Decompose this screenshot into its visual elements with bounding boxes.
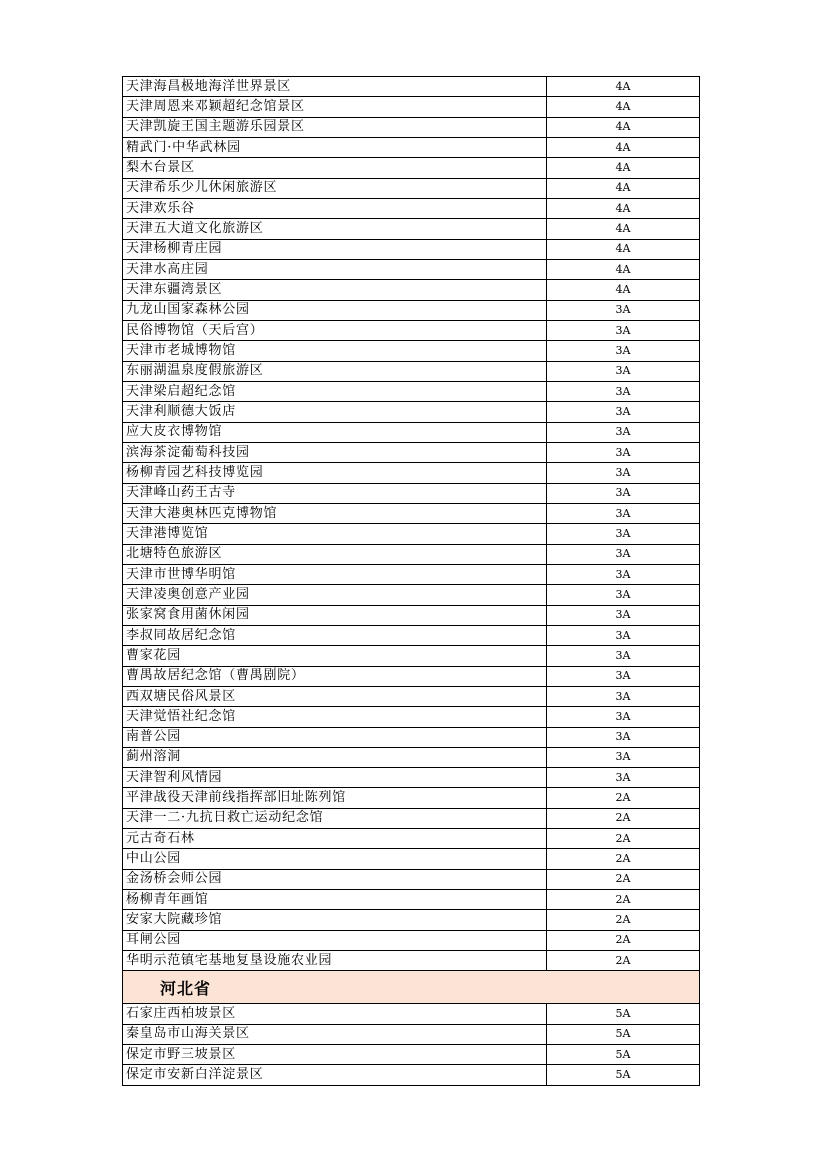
scenic-spot-grade: 3A [547,422,700,442]
scenic-spot-name: 东丽湖温泉度假旅游区 [123,361,547,381]
scenic-spot-grade: 3A [547,320,700,340]
scenic-spot-name: 梨木台景区 [123,158,547,178]
scenic-spot-grade: 3A [547,361,700,381]
scenic-spot-grade: 2A [547,910,700,930]
province-header: 河北省 [123,971,700,1004]
scenic-spot-name: 保定市安新白洋淀景区 [123,1065,547,1085]
table-row [123,1004,700,1024]
scenic-spot-grade: 3A [547,300,700,320]
table-row [123,137,700,157]
scenic-spot-grade: 3A [547,707,700,727]
scenic-spot-name: 天津凯旋王国主题游乐园景区 [123,117,547,137]
scenic-spot-name: 石家庄西柏坡景区 [123,1004,547,1024]
scenic-spot-name: 天津周恩来邓颖超纪念馆景区 [123,97,547,117]
scenic-spot-name: 天津梁启超纪念馆 [123,381,547,401]
scenic-spot-name: 天津凌奥创意产业园 [123,585,547,605]
table-row [123,1045,700,1065]
scenic-spot-grade: 3A [547,544,700,564]
table-row [123,280,700,300]
scenic-spot-grade: 3A [547,381,700,401]
table-row [123,564,700,584]
scenic-spot-grade: 3A [547,442,700,462]
table-row [123,727,700,747]
table-row [123,788,700,808]
scenic-spot-name: 天津希乐少儿休闲旅游区 [123,178,547,198]
scenic-spot-grade: 4A [547,158,700,178]
table-row [123,320,700,340]
scenic-spot-name: 安家大院藏珍馆 [123,910,547,930]
scenic-spot-name: 耳闸公园 [123,930,547,950]
scenic-spot-name: 北塘特色旅游区 [123,544,547,564]
scenic-spot-grade: 3A [547,564,700,584]
table-row [123,219,700,239]
table-row [123,890,700,910]
scenic-spot-grade: 5A [547,1065,700,1085]
scenic-spot-name: 民俗博物馆（天后宫） [123,320,547,340]
scenic-spot-name: 九龙山国家森林公园 [123,300,547,320]
scenic-spot-name: 天津市世博华明馆 [123,564,547,584]
table-row [123,402,700,422]
scenic-spot-grade: 3A [547,524,700,544]
table-row [123,849,700,869]
scenic-spot-grade: 4A [547,280,700,300]
scenic-spot-grade: 3A [547,686,700,706]
scenic-spot-name: 李叔同故居纪念馆 [123,625,547,645]
scenic-spot-name: 华明示范镇宅基地复垦设施农业园 [123,951,547,971]
table-body [123,77,700,1086]
table-row [123,768,700,788]
scenic-spot-name: 杨柳青园艺科技博览园 [123,463,547,483]
scenic-spot-grade: 2A [547,930,700,950]
scenic-spot-name: 杨柳青年画馆 [123,890,547,910]
table-row [123,808,700,828]
scenic-spot-name: 天津水高庄园 [123,259,547,279]
table-row [123,198,700,218]
scenic-spot-grade: 3A [547,402,700,422]
table-row [123,381,700,401]
table-row [123,97,700,117]
table-row [123,646,700,666]
scenic-spot-name: 精武门·中华武林园 [123,137,547,157]
scenic-spot-name: 滨海茶淀葡萄科技园 [123,442,547,462]
scenic-spot-grade: 3A [547,585,700,605]
table-row [123,77,700,97]
scenic-spot-name: 保定市野三坡景区 [123,1045,547,1065]
table-row [123,666,700,686]
table-row [123,503,700,523]
scenic-spot-name: 平津战役天津前线指挥部旧址陈列馆 [123,788,547,808]
scenic-spot-grade: 4A [547,117,700,137]
scenic-spot-grade: 5A [547,1045,700,1065]
scenic-spot-grade: 4A [547,259,700,279]
scenic-spot-name: 天津东疆湾景区 [123,280,547,300]
scenic-spot-name: 天津欢乐谷 [123,198,547,218]
table-row [123,910,700,930]
table-row [123,930,700,950]
scenic-spot-grade: 2A [547,808,700,828]
scenic-spot-name: 天津大港奥林匹克博物馆 [123,503,547,523]
table-row [123,605,700,625]
scenic-spot-name: 天津智利风情园 [123,768,547,788]
scenic-spot-name: 天津一二·九抗日救亡运动纪念馆 [123,808,547,828]
table-row [123,1024,700,1044]
scenic-spot-grade: 2A [547,951,700,971]
scenic-spot-name: 天津五大道文化旅游区 [123,219,547,239]
scenic-spot-table [122,76,700,1086]
scenic-spot-grade: 4A [547,97,700,117]
scenic-spot-name: 天津杨柳青庄园 [123,239,547,259]
scenic-spot-grade: 2A [547,788,700,808]
scenic-spot-name: 应大皮衣博物馆 [123,422,547,442]
scenic-spot-name: 天津市老城博物馆 [123,341,547,361]
scenic-spot-grade: 3A [547,341,700,361]
scenic-spot-name: 天津港博览馆 [123,524,547,544]
scenic-spot-name: 金汤桥会师公园 [123,869,547,889]
scenic-spot-name: 天津觉悟社纪念馆 [123,707,547,727]
table-row [123,483,700,503]
table-row [123,178,700,198]
scenic-spot-grade: 4A [547,137,700,157]
scenic-spot-name: 曹家花园 [123,646,547,666]
table-row [123,747,700,767]
table-row [123,1065,700,1085]
table-row [123,341,700,361]
scenic-spot-name: 南普公园 [123,727,547,747]
scenic-spot-name: 天津峰山药王古寺 [123,483,547,503]
scenic-spot-grade: 4A [547,178,700,198]
scenic-spot-grade: 3A [547,727,700,747]
table-row [123,829,700,849]
scenic-spot-name: 西双塘民俗风景区 [123,686,547,706]
table-row [123,585,700,605]
scenic-spot-name: 蓟州溶洞 [123,747,547,767]
scenic-spot-grade: 4A [547,77,700,97]
scenic-spot-grade: 4A [547,219,700,239]
table-row [123,625,700,645]
scenic-spot-grade: 2A [547,849,700,869]
scenic-spot-grade: 5A [547,1004,700,1024]
scenic-spot-name: 中山公园 [123,849,547,869]
table-row [123,158,700,178]
scenic-spot-grade: 3A [547,605,700,625]
scenic-spot-name: 元古奇石林 [123,829,547,849]
scenic-spot-grade: 3A [547,625,700,645]
table-row [123,442,700,462]
scenic-spot-name: 曹禺故居纪念馆（曹禺剧院） [123,666,547,686]
scenic-spot-grade: 3A [547,768,700,788]
table-row [123,544,700,564]
table-row [123,463,700,483]
table-row [123,686,700,706]
scenic-spot-grade: 2A [547,890,700,910]
scenic-spot-grade: 2A [547,869,700,889]
table-row [123,707,700,727]
scenic-spot-grade: 5A [547,1024,700,1044]
scenic-spot-grade: 4A [547,198,700,218]
scenic-spot-grade: 3A [547,463,700,483]
scenic-spot-grade: 3A [547,747,700,767]
table-row [123,117,700,137]
table-row [123,259,700,279]
scenic-spot-grade: 3A [547,483,700,503]
province-section-row [123,971,700,1004]
scenic-spot-grade: 3A [547,666,700,686]
scenic-spot-grade: 3A [547,503,700,523]
scenic-spot-name: 张家窝食用菌休闲园 [123,605,547,625]
table-row [123,422,700,442]
table-row [123,239,700,259]
scenic-spot-name: 天津利顺德大饭店 [123,402,547,422]
table-row [123,524,700,544]
scenic-spot-grade: 3A [547,646,700,666]
scenic-spot-grade: 2A [547,829,700,849]
scenic-spot-name: 秦皇岛市山海关景区 [123,1024,547,1044]
scenic-spot-name: 天津海昌极地海洋世界景区 [123,77,547,97]
table-row [123,951,700,971]
table-row [123,300,700,320]
table-row [123,361,700,381]
table-row [123,869,700,889]
scenic-spot-grade: 4A [547,239,700,259]
